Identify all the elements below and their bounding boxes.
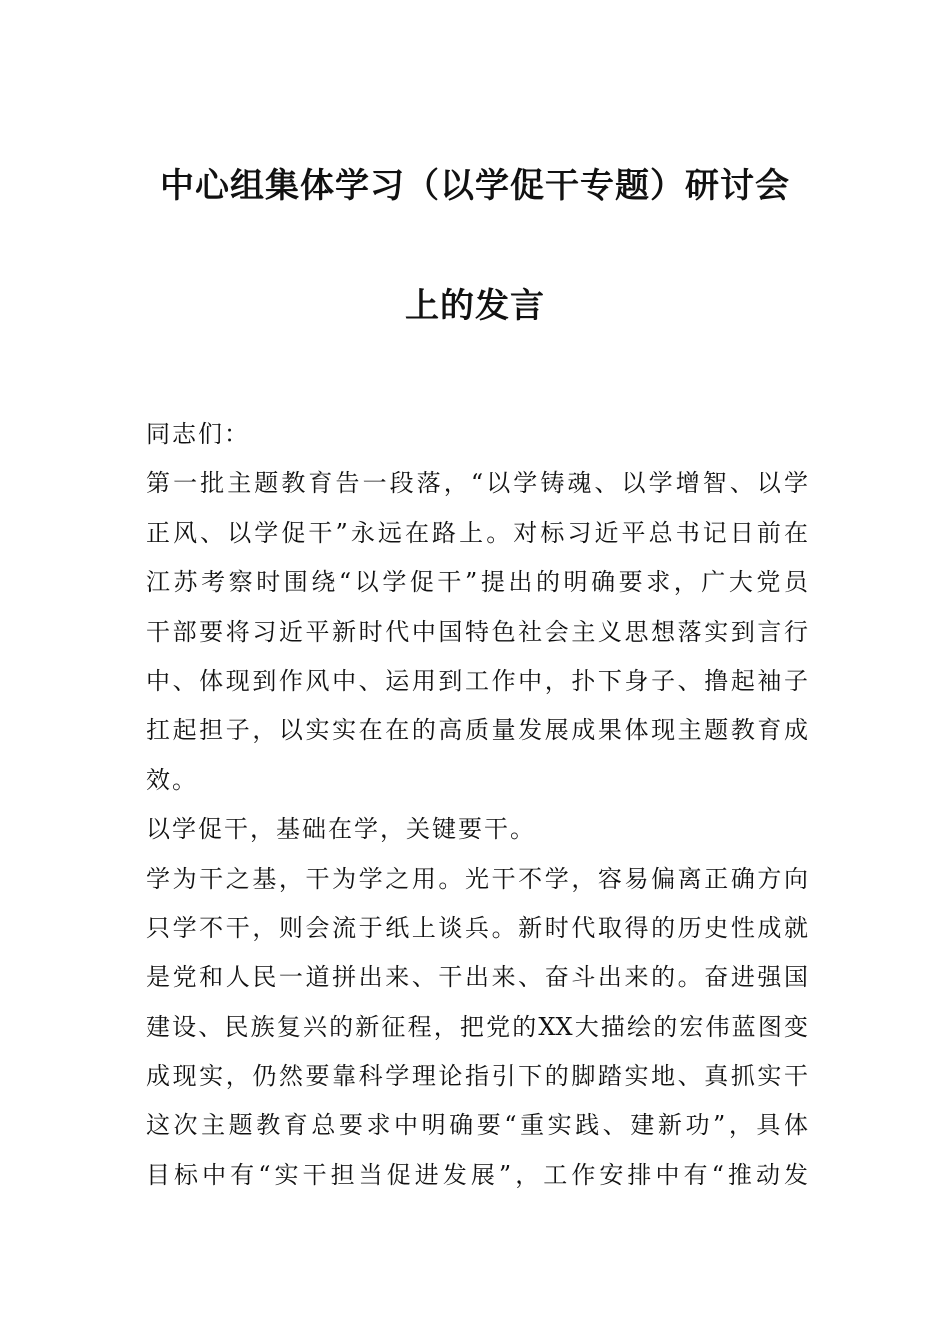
paragraph-1-line: 干部要将习近平新时代中国特色社会主义思想落实到言行 (146, 617, 808, 646)
paragraph-1-line: 扛起担子，以实实在在的高质量发展成果体现主题教育成 (146, 716, 808, 745)
paragraph-1-line: 正风、以学促干”永远在路上。对标习近平总书记日前在 (146, 518, 808, 547)
paragraph-1-line: 江苏考察时围绕“以学促干”提出的明确要求，广大党员 (146, 568, 808, 597)
paragraph-1 (146, 459, 808, 805)
document-title-line-2: 上的发言 (405, 286, 545, 326)
paragraph-3-line: 只学不干，则会流于纸上谈兵。新时代取得的历史性成就 (146, 913, 808, 942)
document-title-line-1: 中心组集体学习（以学促干专题）研讨会 (160, 166, 790, 206)
paragraph-3-line: 是党和人民一道拼出来、干出来、奋斗出来的。奋进强国 (146, 963, 808, 992)
paragraph-3-line: 成现实，仍然要靠科学理论指引下的脚踏实地、真抓实干 (146, 1062, 808, 1091)
paragraph-3-line: 目标中有“实干担当促进发展”，工作安排中有“推动发 (146, 1160, 808, 1189)
paragraph-1-line: 效。 (146, 765, 198, 794)
document-body (146, 410, 808, 1200)
paragraph-1-line: 中、体现到作风中、运用到工作中，扑下身子、撸起袖子 (146, 666, 808, 695)
paragraph-3-line: 这次主题教育总要求中明确要“重实践、建新功”，具体 (146, 1111, 808, 1140)
paragraph-1-line: 第一批主题教育告一段落，“以学铸魂、以学增智、以学 (146, 469, 808, 498)
paragraph-3-line: 学为干之基，干为学之用。光干不学，容易偏离正确方向 (146, 864, 808, 893)
paragraph-3-line: 建设、民族复兴的新征程，把党的XX大描绘的宏伟蓝图变 (146, 1012, 808, 1041)
paragraph-2: 以学促干，基础在学，关键要干。 (146, 815, 536, 844)
paragraph-3 (146, 855, 808, 1201)
salutation: 同志们： (146, 420, 250, 448)
